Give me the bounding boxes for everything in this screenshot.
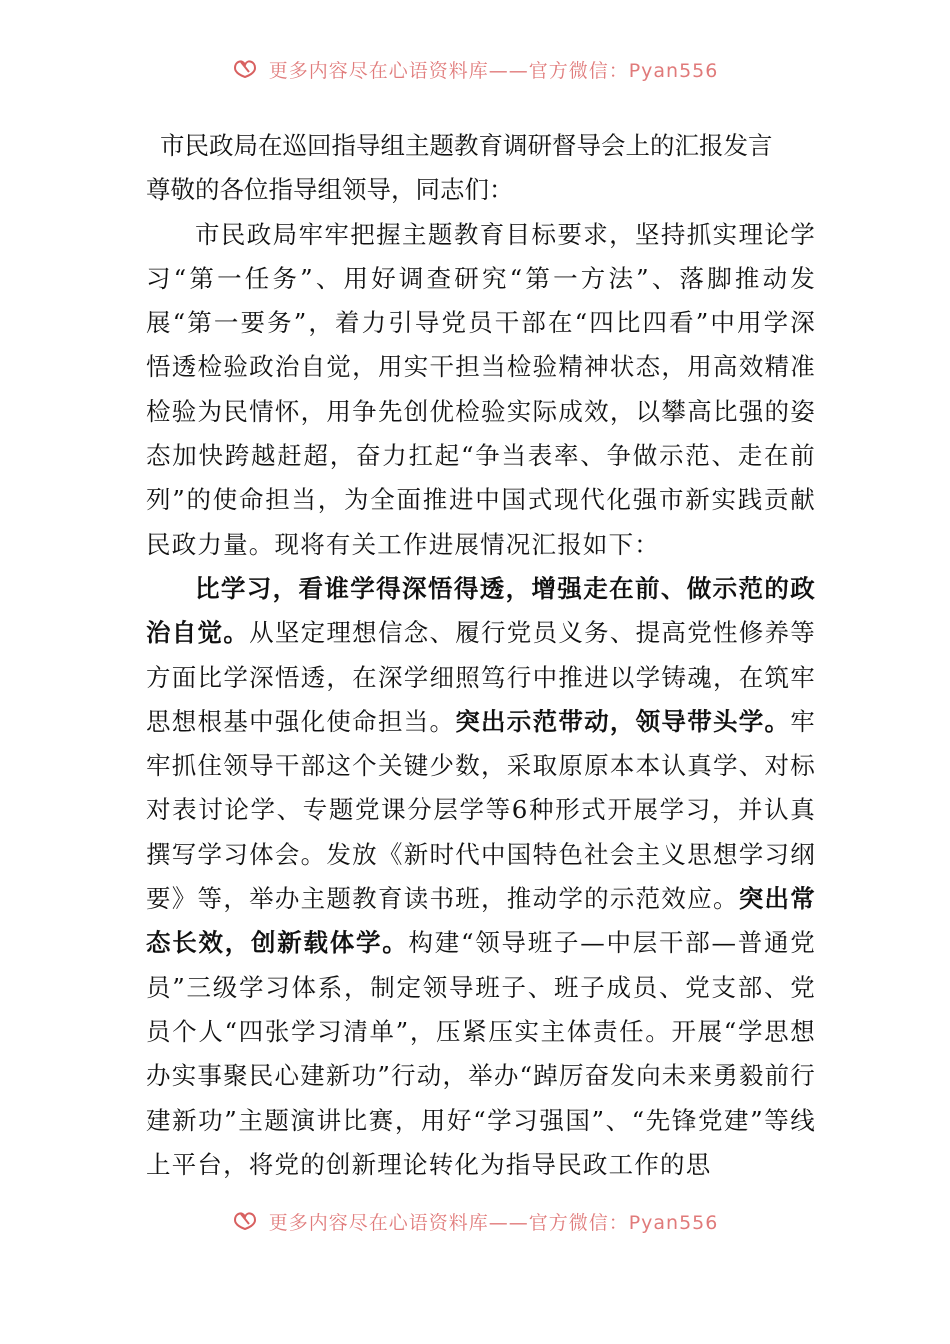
section-1-paragraph bbox=[146, 567, 816, 1187]
section-1-subheading-1: 突出示范带动，领导带头学。 bbox=[455, 706, 791, 736]
watermark-logo-icon bbox=[232, 1208, 258, 1238]
intro-paragraph: 市民政局牢牢把握主题教育目标要求，坚持抓实理论学习“第一任务”、用好调查研究“第一方法”、落脚推动发展“第一要务”，着力引导党员干部在“四比四看”中用学深悟透检验政治自觉，用实干担当检验精神状态，用高效精准检验为民情怀，用争先创优检验实际成效，以攀高比强的姿态加快跨越赶超，奋力扛起“争当表率、争做示范、走在前列”的使命担当，为全面推进中国式现代化强市新实践贡献民政力量。现将有关工作进展情况汇报如下： bbox=[146, 219, 816, 559]
watermark-text: 更多内容尽在心语资料库——官方微信：Pyan556 bbox=[268, 60, 719, 82]
section-1-text-1: 从坚定理想信念、履行党员义务、提高党性修养等方面比学深悟透，在深学细照笃行中推进以学铸魂，在筑牢思想根基中强化使命担当。 bbox=[146, 618, 816, 736]
watermark-footer bbox=[0, 1208, 950, 1236]
watermark-logo-icon bbox=[232, 56, 258, 86]
section-1-subheading-2: 突出常态长效，创新载体学。 bbox=[146, 884, 816, 958]
watermark-text: 更多内容尽在心语资料库——官方微信：Pyan556 bbox=[268, 1212, 719, 1234]
section-1-text-2: 牢牢抓住领导干部这个关键少数，采取原原本本认真学、对标对表讨论学、专题党课分层学等6种形式开展学习，并认真撰写学习体会。发放《新时代中国特色社会主义思想学习纲要》等，举办主题教育读书班，推动学的示范效应。 bbox=[146, 706, 816, 914]
salutation: 尊敬的各位指导组领导，同志们： bbox=[146, 175, 514, 205]
section-1-text-3: 构建“领导班子—中层干部—普通党员”三级学习体系，制定领导班子、班子成员、党支部、党员个人“四张学习清单”，压紧压实主体责任。开展“学思想办实事聚民心建新功”行动，举办“踔厉奋发向未来勇毅前行建新功”主题演讲比赛，用好“学习强国”、“先锋党建”等线上平台，将党的创新理论转化为指导民政工作的思 bbox=[146, 928, 816, 1179]
watermark-header bbox=[0, 56, 950, 84]
section-1-heading: 比学习，看谁学得深悟得透，增强走在前、做示范的政治自觉。 bbox=[146, 573, 816, 648]
document-body bbox=[146, 124, 816, 1187]
document-title: 市民政局在巡回指导组主题教育调研督导会上的汇报发言 bbox=[160, 131, 773, 160]
